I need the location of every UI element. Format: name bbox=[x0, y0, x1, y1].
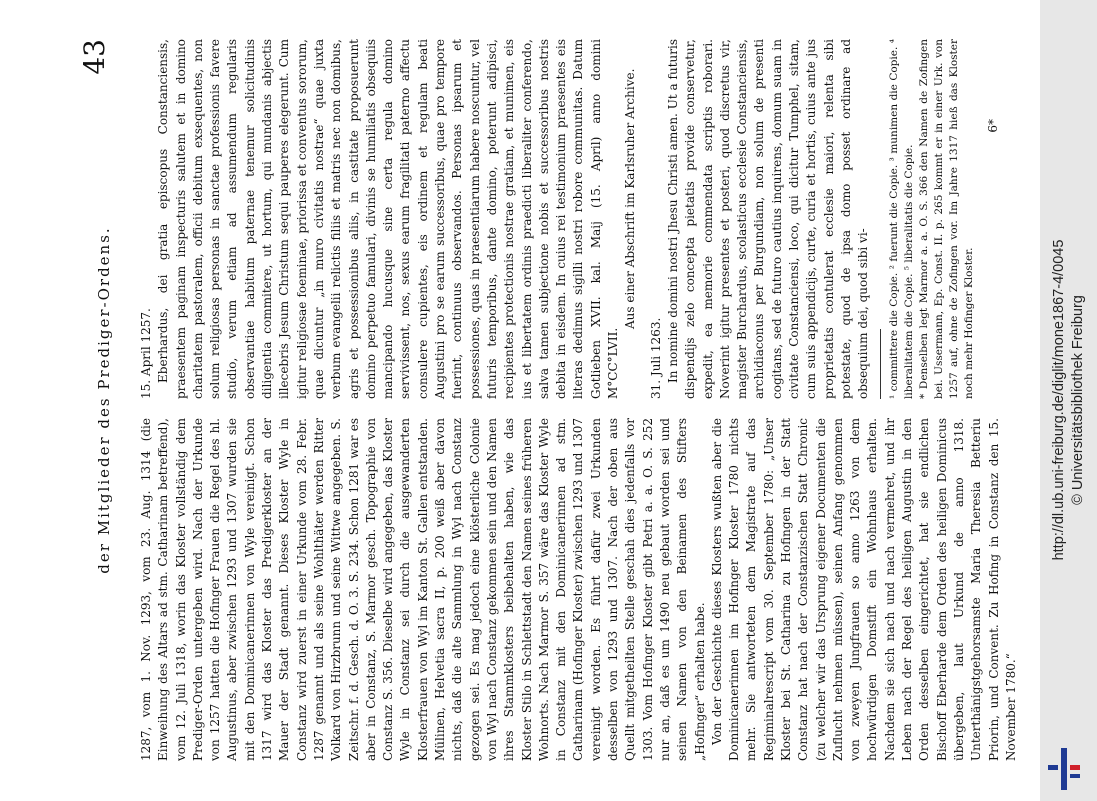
permalink[interactable]: http://dl.ub.uni-freiburg.de/diglit/mone1867-4/0045 bbox=[1051, 239, 1067, 561]
charter-text-2: In nomine domini nostri Jhesu Christi amen. Ut a futuris dispendijs zelo concepta pietatis provide conservetur, expedit, ea memorie commendata scriptis roborari. Noverint igitur presentes et posteri, quod discretus vir, magister Burchardus, scolasticus ecclesie Constanciensis, archidiaconus per Burgundiam, non solum de presenti cogitans, sed de futuro cautius inquirens, domum suam in civitate Constanciensi, loco, qui dicitur Tumphel, sitam, cum suis appendicijs, curte, curia et hortis, cuius ante jus proprietatis contulerat ecclesie maiori, relenta sibi potestate, quod de ipsa domo posset ordinare ad obsequium dei, quod sibi vi- bbox=[665, 39, 871, 399]
charter-date-2: 31. Juli 1263. bbox=[648, 317, 663, 399]
page-header bbox=[80, 39, 132, 761]
footnote-rule bbox=[880, 329, 881, 399]
footnote-2: * Denselben legt Marmor a. a. O. S. 366 den Namen de Zofingen bei. Ussermann, Ep. Const. II. p. 265 kommt er in einer Urk. von 1257 auf, ohne de Zofingen vor. Im Jahre 1317 hieß das Kloster noch mehr Hofinger Kloster. bbox=[918, 39, 976, 399]
footnote-1: ¹ committere die Copie. ² fuerunt die Copie. ³ munimen die Copie. ⁴ liberalitatem die Copie. ⁵ liberalitatis die Copie. bbox=[888, 39, 916, 399]
copyright-notice: © Universitätsbibliothek Freiburg bbox=[1070, 295, 1086, 505]
page-number: 43 bbox=[78, 39, 111, 75]
signature-mark: 6* bbox=[986, 119, 1001, 133]
left-paragraph-1: 1287, vom 1. Nov. 1293, vom 23. Aug. 1314 (die Einweihung des Altars ad stm. Catharinam betreffend), vom 12. Juli 1318, worin das Kloster vollständig dem Prediger-Orden untergeben wird. Nach der Urkunde von 1257 hatten die Hofinger Frauen die Regel des hl. Augustinus, aber zwischen 1293 und 1307 wurden sie mit den Dominicanerinnen von Wyle vereinigt. Schon 1317 wird das Kloster das Predigerkloster an der Mauer der Stadt genannt. Dieses Kloster Wyle in Constanz wird zuerst in einer Urkunde vom 28. Febr. 1287 genannt und als seine Wohlthäter werden Ritter Volkard von Hirzbrunn und seine Wittwe angegeben. S. Zeitschr. f. d. Gesch. d. O. 3. S. 234. Schon 1281 war es aber in Constanz, S. Marmor gesch. Topographie von Constanz S. 356. Dieselbe wird angegeben, das Kloster Wyle in Constanz sei durch die ausgewanderten Klosterfrauen von Wyl im Kanton St. Gallen entstanden. Mülinen, Helvetia sacra II, p. 200 weiß aber davon nichts, daß die alte Sammlung in Wyl nach Constanz gezogen sei. Es mag jedoch eine klösterliche Colonie von Wyl nach Constanz gekommen sein und den Namen ihres Stammklosters beibehalten haben, wie das Kloster Stilo in Schlettstadt den Namen seines früheren Wohnorts. Nach Marmor S. 357 wäre das Kloster Wyle in Constanz mit den Dominicanerinnen ad stm. Catharinam (Hofinger Kloster) zwischen 1293 und 1307 vereinigt worden. Es führt dafür zwei Urkunden desselben von 1293 und 1307. Nach der oben aus Quellt mitgetheilten Stelle geschah dies jedenfalls vor 1303. Vom Hofinger Kloster gibt Petri a. a. O. S. 252 nur an, daß es um 1490 neu gebaut worden sei und seinen Namen von den Beinamen des Stifters „Hofinger“ erhalten habe. bbox=[139, 418, 707, 761]
library-strip-text bbox=[1050, 240, 1088, 561]
charter-source-1: Aus einer Abschrift im Karlsruher Archive. bbox=[623, 68, 638, 329]
running-title: der Mitglieder des Prediger-Ordens. bbox=[95, 226, 113, 574]
left-paragraph-2: Von der Geschichte dieses Klosters wußten aber die Dominicanerinnen im Hofinger Kloster 1780 nichts mehr. Sie antworteten dem Magistrate auf das Regiminalrescript vom 30. September 1780: „Unser Kloster bei St. Catharina zu Hofingen in der Statt Constanz hat nach der Constanzischen Statt Chronic (zu welcher wir das Ursprung eigener Documenten die Zuflucht nehmen müssen), seinen Anfang genommen von zweyen Jungfrauen so anno 1263 von dem hochwürdigen Domstift ein Wohnhaus erhalten. Nachdem sie sich nach und nach vermehret, und ihr Leben nach der Regel des heiligen Augustin in den Orden desselben eingerichtet, hat sie endlichen Bischoff Eberharde dem Orden des heiligen Dominicus übergeben, laut Urkund de anno 1318. Unterthänigstgehorsamste Maria Theresia Betteriu Priorin, und Convent. Zu Hofing in Constanz den 15. November 1780.“ bbox=[709, 418, 1018, 761]
footnotes bbox=[887, 39, 977, 399]
left-column bbox=[138, 418, 1020, 761]
right-column bbox=[138, 39, 1003, 399]
scanned-page bbox=[80, 39, 1080, 761]
ub-freiburg-logo-icon bbox=[1045, 748, 1083, 790]
charter-date-1: 15. April 1257. bbox=[139, 308, 153, 399]
charter-text-1: Eberhardus, dei gratia episcopus Constanciensis, praesentem paginam inspecturis salutem et in domino charitatem pastoralem, officii debitum exsequentes, non solum religiosas personas in sanctae professionis favere studio, verum etiam ad assumendum regularis observantiae habitum paternae tenemur solicitudinis diligentia commitere, ut hortum, qui mundanis abjectis illecebris Jesum Christum sequi pauperes elegerunt. Cum igitur religiosae foeminae, priorissa et conventus sororum, quae dicuntur „in muro civitatis nostrae“ quae juxta verbum evangelii relictis filiis et matris nec non domibus, agris et possessionibus aliis, in castitate proposuerunt domino perpetuo famulari, divinis se humiliatis obsequiis mancipando hucusque sine certa regula domino servivissent, nos, sexus earum fragilitati paterno affectu consulere cupientes, eis ordinem et regulam beati Augustini pro se earum successoribus, quae pro tempore fuerint, continuus observandos. Personas ipsarum et possessiones, quas in praesentiarum habere noscuntur, vel futuris temporibus, dante domino, poterunt adipisci, recipientes protectionis nostrae gratiam, et munimen, eis ius et libertatem ordinis praedicti liberaliter conferendo, salva tamen subjectione nobis et successoribus nostris debita in eisdem. In cuius rei testimonium praesentes eis literas dedimus sigilli nostri robore communitas. Datum Gotlieben XVII. kal. Maij (15. April) anno domini M°CC°LVII. bbox=[156, 39, 621, 399]
